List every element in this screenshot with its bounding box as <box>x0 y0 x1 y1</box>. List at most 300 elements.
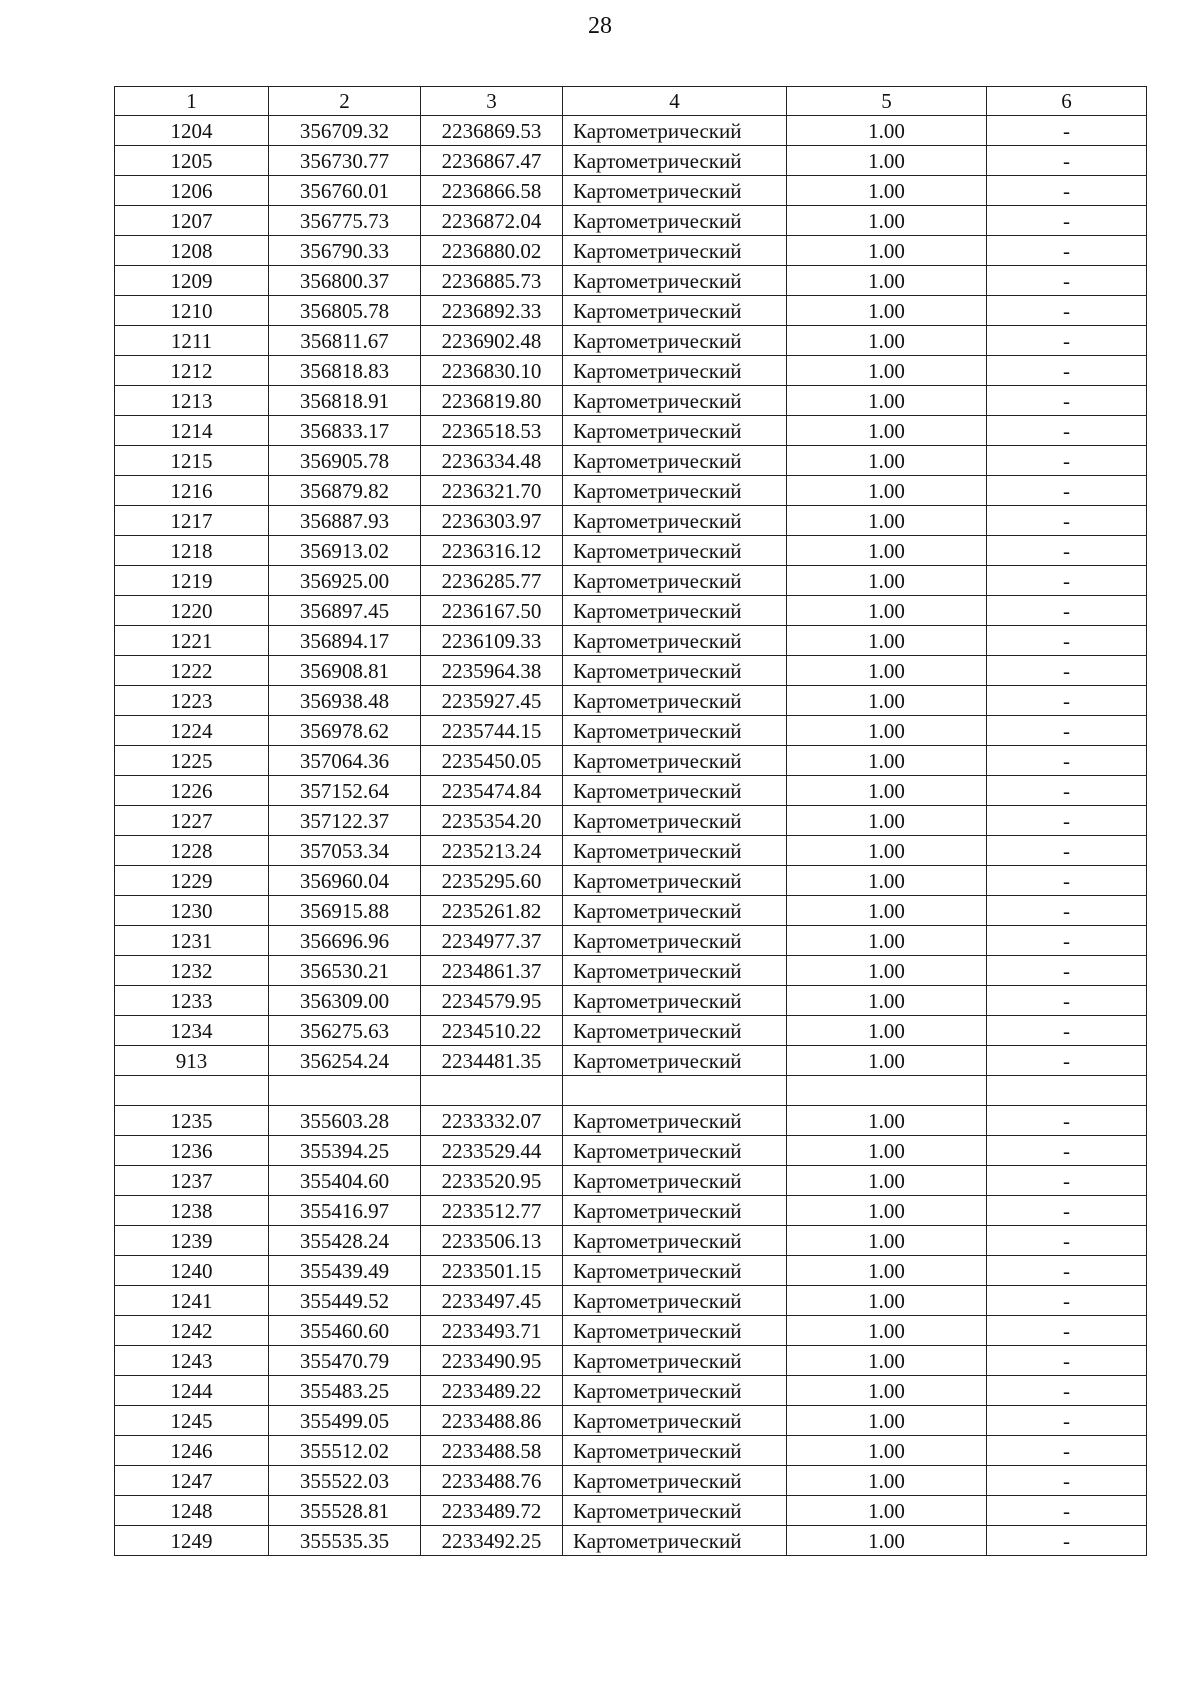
method-cell: Картометрический <box>563 1436 787 1466</box>
y-coordinate-cell: 2236285.77 <box>421 566 563 596</box>
point-number-cell: 1211 <box>115 326 269 356</box>
method-cell: Картометрический <box>563 596 787 626</box>
note-cell: - <box>987 1376 1147 1406</box>
table-row <box>115 656 1147 686</box>
point-number-cell: 1243 <box>115 1346 269 1376</box>
method-cell: Картометрический <box>563 1166 787 1196</box>
x-coordinate-cell: 356978.62 <box>269 716 421 746</box>
x-coordinate-cell: 356811.67 <box>269 326 421 356</box>
point-number-cell: 1245 <box>115 1406 269 1436</box>
table-row <box>115 1526 1147 1556</box>
y-coordinate-cell: 2234481.35 <box>421 1046 563 1076</box>
y-coordinate-cell: 2233529.44 <box>421 1136 563 1166</box>
x-coordinate-cell: 355439.49 <box>269 1256 421 1286</box>
note-cell: - <box>987 596 1147 626</box>
accuracy-cell: 1.00 <box>787 1436 987 1466</box>
method-cell: Картометрический <box>563 566 787 596</box>
accuracy-cell: 1.00 <box>787 806 987 836</box>
x-coordinate-cell: 355449.52 <box>269 1286 421 1316</box>
header-cell-4: 4 <box>563 87 787 116</box>
table-row <box>115 1016 1147 1046</box>
x-coordinate-cell: 355394.25 <box>269 1136 421 1166</box>
page-number: 28 <box>588 13 612 39</box>
point-number-cell <box>115 1076 269 1106</box>
accuracy-cell: 1.00 <box>787 716 987 746</box>
point-number-cell: 1221 <box>115 626 269 656</box>
method-cell <box>563 1076 787 1106</box>
note-cell: - <box>987 1256 1147 1286</box>
note-cell: - <box>987 1466 1147 1496</box>
note-cell: - <box>987 176 1147 206</box>
note-cell: - <box>987 326 1147 356</box>
x-coordinate-cell: 356913.02 <box>269 536 421 566</box>
accuracy-cell: 1.00 <box>787 446 987 476</box>
x-coordinate-cell: 355528.81 <box>269 1496 421 1526</box>
table-row <box>115 416 1147 446</box>
y-coordinate-cell: 2236109.33 <box>421 626 563 656</box>
method-cell: Картометрический <box>563 1526 787 1556</box>
method-cell: Картометрический <box>563 956 787 986</box>
table-row <box>115 1316 1147 1346</box>
table-row <box>115 1466 1147 1496</box>
y-coordinate-cell: 2236830.10 <box>421 356 563 386</box>
point-number-cell: 1223 <box>115 686 269 716</box>
y-coordinate-cell: 2233332.07 <box>421 1106 563 1136</box>
point-number-cell: 1246 <box>115 1436 269 1466</box>
header-cell-2: 2 <box>269 87 421 116</box>
point-number-cell: 1227 <box>115 806 269 836</box>
point-number-cell: 1213 <box>115 386 269 416</box>
note-cell: - <box>987 926 1147 956</box>
accuracy-cell: 1.00 <box>787 1496 987 1526</box>
y-coordinate-cell: 2233488.76 <box>421 1466 563 1496</box>
x-coordinate-cell: 356897.45 <box>269 596 421 626</box>
table-row <box>115 626 1147 656</box>
table-row <box>115 986 1147 1016</box>
y-coordinate-cell: 2234510.22 <box>421 1016 563 1046</box>
table-row <box>115 1256 1147 1286</box>
method-cell: Картометрический <box>563 386 787 416</box>
accuracy-cell: 1.00 <box>787 596 987 626</box>
point-number-cell: 1207 <box>115 206 269 236</box>
point-number-cell: 1204 <box>115 116 269 146</box>
method-cell: Картометрический <box>563 1196 787 1226</box>
x-coordinate-cell: 357053.34 <box>269 836 421 866</box>
point-number-cell: 1220 <box>115 596 269 626</box>
accuracy-cell: 1.00 <box>787 836 987 866</box>
x-coordinate-cell: 356760.01 <box>269 176 421 206</box>
table-header-row <box>115 87 1147 116</box>
table-row <box>115 536 1147 566</box>
point-number-cell: 1231 <box>115 926 269 956</box>
accuracy-cell: 1.00 <box>787 1136 987 1166</box>
x-coordinate-cell: 356696.96 <box>269 926 421 956</box>
y-coordinate-cell: 2234579.95 <box>421 986 563 1016</box>
y-coordinate-cell: 2233488.86 <box>421 1406 563 1436</box>
method-cell: Картометрический <box>563 926 787 956</box>
accuracy-cell: 1.00 <box>787 176 987 206</box>
accuracy-cell: 1.00 <box>787 626 987 656</box>
y-coordinate-cell: 2236867.47 <box>421 146 563 176</box>
method-cell: Картометрический <box>563 236 787 266</box>
point-number-cell: 1240 <box>115 1256 269 1286</box>
x-coordinate-cell: 356275.63 <box>269 1016 421 1046</box>
accuracy-cell: 1.00 <box>787 1466 987 1496</box>
method-cell: Картометрический <box>563 776 787 806</box>
method-cell: Картометрический <box>563 1286 787 1316</box>
note-cell: - <box>987 1526 1147 1556</box>
y-coordinate-cell: 2236880.02 <box>421 236 563 266</box>
x-coordinate-cell: 356800.37 <box>269 266 421 296</box>
accuracy-cell: 1.00 <box>787 326 987 356</box>
table-row <box>115 1286 1147 1316</box>
method-cell: Картометрический <box>563 476 787 506</box>
table-body <box>115 116 1147 1556</box>
point-number-cell: 1217 <box>115 506 269 536</box>
note-cell: - <box>987 1436 1147 1466</box>
accuracy-cell: 1.00 <box>787 956 987 986</box>
point-number-cell: 1229 <box>115 866 269 896</box>
x-coordinate-cell: 356309.00 <box>269 986 421 1016</box>
y-coordinate-cell: 2236167.50 <box>421 596 563 626</box>
x-coordinate-cell: 356730.77 <box>269 146 421 176</box>
method-cell: Картометрический <box>563 1406 787 1436</box>
y-coordinate-cell: 2234977.37 <box>421 926 563 956</box>
table-row <box>115 1136 1147 1166</box>
note-cell: - <box>987 356 1147 386</box>
x-coordinate-cell: 355470.79 <box>269 1346 421 1376</box>
table-row <box>115 716 1147 746</box>
point-number-cell: 1247 <box>115 1466 269 1496</box>
table-row <box>115 1076 1147 1106</box>
accuracy-cell: 1.00 <box>787 296 987 326</box>
accuracy-cell: 1.00 <box>787 1376 987 1406</box>
x-coordinate-cell: 356938.48 <box>269 686 421 716</box>
method-cell: Картометрический <box>563 446 787 476</box>
method-cell: Картометрический <box>563 746 787 776</box>
point-number-cell: 1226 <box>115 776 269 806</box>
y-coordinate-cell: 2235744.15 <box>421 716 563 746</box>
point-number-cell: 1238 <box>115 1196 269 1226</box>
method-cell: Картометрический <box>563 836 787 866</box>
accuracy-cell: 1.00 <box>787 506 987 536</box>
method-cell: Картометрический <box>563 176 787 206</box>
point-number-cell: 1233 <box>115 986 269 1016</box>
x-coordinate-cell: 355404.60 <box>269 1166 421 1196</box>
table-row <box>115 1376 1147 1406</box>
x-coordinate-cell: 355428.24 <box>269 1226 421 1256</box>
accuracy-cell: 1.00 <box>787 1526 987 1556</box>
method-cell: Картометрический <box>563 1046 787 1076</box>
point-number-cell: 1225 <box>115 746 269 776</box>
y-coordinate-cell: 2236892.33 <box>421 296 563 326</box>
method-cell: Картометрический <box>563 656 787 686</box>
x-coordinate-cell: 356790.33 <box>269 236 421 266</box>
x-coordinate-cell: 355499.05 <box>269 1406 421 1436</box>
note-cell: - <box>987 656 1147 686</box>
method-cell: Картометрический <box>563 1376 787 1406</box>
y-coordinate-cell: 2233520.95 <box>421 1166 563 1196</box>
point-number-cell: 1236 <box>115 1136 269 1166</box>
method-cell: Картометрический <box>563 896 787 926</box>
note-cell: - <box>987 1226 1147 1256</box>
y-coordinate-cell: 2236303.97 <box>421 506 563 536</box>
x-coordinate-cell: 356915.88 <box>269 896 421 926</box>
x-coordinate-cell: 356833.17 <box>269 416 421 446</box>
y-coordinate-cell: 2233489.22 <box>421 1376 563 1406</box>
note-cell: - <box>987 716 1147 746</box>
table-row <box>115 1406 1147 1436</box>
accuracy-cell: 1.00 <box>787 776 987 806</box>
note-cell: - <box>987 836 1147 866</box>
y-coordinate-cell: 2235354.20 <box>421 806 563 836</box>
y-coordinate-cell: 2236902.48 <box>421 326 563 356</box>
x-coordinate-cell: 356905.78 <box>269 446 421 476</box>
point-number-cell: 1230 <box>115 896 269 926</box>
method-cell: Картометрический <box>563 146 787 176</box>
y-coordinate-cell: 2235213.24 <box>421 836 563 866</box>
method-cell: Картометрический <box>563 1256 787 1286</box>
point-number-cell: 1218 <box>115 536 269 566</box>
accuracy-cell: 1.00 <box>787 1256 987 1286</box>
table-row <box>115 1196 1147 1226</box>
note-cell: - <box>987 626 1147 656</box>
note-cell: - <box>987 386 1147 416</box>
y-coordinate-cell: 2236819.80 <box>421 386 563 416</box>
note-cell: - <box>987 1496 1147 1526</box>
accuracy-cell <box>787 1076 987 1106</box>
x-coordinate-cell <box>269 1076 421 1106</box>
accuracy-cell: 1.00 <box>787 1406 987 1436</box>
note-cell <box>987 1076 1147 1106</box>
x-coordinate-cell: 356818.83 <box>269 356 421 386</box>
note-cell: - <box>987 1016 1147 1046</box>
table-row <box>115 116 1147 146</box>
method-cell: Картометрический <box>563 1136 787 1166</box>
table-row <box>115 896 1147 926</box>
method-cell: Картометрический <box>563 416 787 446</box>
table-row <box>115 596 1147 626</box>
note-cell: - <box>987 266 1147 296</box>
table-row <box>115 146 1147 176</box>
note-cell: - <box>987 986 1147 1016</box>
accuracy-cell: 1.00 <box>787 686 987 716</box>
table-row <box>115 476 1147 506</box>
note-cell: - <box>987 1286 1147 1316</box>
table-row <box>115 296 1147 326</box>
y-coordinate-cell: 2233488.58 <box>421 1436 563 1466</box>
table-row <box>115 1226 1147 1256</box>
method-cell: Картометрический <box>563 1496 787 1526</box>
table-row <box>115 1166 1147 1196</box>
point-number-cell: 1212 <box>115 356 269 386</box>
note-cell: - <box>987 776 1147 806</box>
y-coordinate-cell: 2233512.77 <box>421 1196 563 1226</box>
accuracy-cell: 1.00 <box>787 206 987 236</box>
note-cell: - <box>987 956 1147 986</box>
note-cell: - <box>987 1106 1147 1136</box>
x-coordinate-cell: 356925.00 <box>269 566 421 596</box>
y-coordinate-cell: 2233492.25 <box>421 1526 563 1556</box>
x-coordinate-cell: 355483.25 <box>269 1376 421 1406</box>
point-number-cell: 1205 <box>115 146 269 176</box>
y-coordinate-cell: 2235964.38 <box>421 656 563 686</box>
x-coordinate-cell: 355603.28 <box>269 1106 421 1136</box>
coordinates-table <box>114 86 1147 1556</box>
accuracy-cell: 1.00 <box>787 986 987 1016</box>
method-cell: Картометрический <box>563 356 787 386</box>
x-coordinate-cell: 355512.02 <box>269 1436 421 1466</box>
accuracy-cell: 1.00 <box>787 356 987 386</box>
point-number-cell: 1222 <box>115 656 269 686</box>
accuracy-cell: 1.00 <box>787 1196 987 1226</box>
point-number-cell: 1219 <box>115 566 269 596</box>
method-cell: Картометрический <box>563 866 787 896</box>
method-cell: Картометрический <box>563 626 787 656</box>
note-cell: - <box>987 116 1147 146</box>
point-number-cell: 1224 <box>115 716 269 746</box>
table-row <box>115 1046 1147 1076</box>
y-coordinate-cell: 2235927.45 <box>421 686 563 716</box>
method-cell: Картометрический <box>563 1466 787 1496</box>
x-coordinate-cell: 356960.04 <box>269 866 421 896</box>
accuracy-cell: 1.00 <box>787 1316 987 1346</box>
point-number-cell: 1216 <box>115 476 269 506</box>
x-coordinate-cell: 356775.73 <box>269 206 421 236</box>
table-row <box>115 566 1147 596</box>
accuracy-cell: 1.00 <box>787 146 987 176</box>
x-coordinate-cell: 357064.36 <box>269 746 421 776</box>
point-number-cell: 1208 <box>115 236 269 266</box>
table-row <box>115 956 1147 986</box>
y-coordinate-cell: 2233506.13 <box>421 1226 563 1256</box>
accuracy-cell: 1.00 <box>787 116 987 146</box>
y-coordinate-cell: 2233489.72 <box>421 1496 563 1526</box>
y-coordinate-cell: 2236518.53 <box>421 416 563 446</box>
y-coordinate-cell: 2235450.05 <box>421 746 563 776</box>
y-coordinate-cell: 2235261.82 <box>421 896 563 926</box>
table-row <box>115 776 1147 806</box>
x-coordinate-cell: 355416.97 <box>269 1196 421 1226</box>
method-cell: Картометрический <box>563 986 787 1016</box>
table-row <box>115 176 1147 206</box>
method-cell: Картометрический <box>563 1316 787 1346</box>
accuracy-cell: 1.00 <box>787 536 987 566</box>
point-number-cell: 1228 <box>115 836 269 866</box>
note-cell: - <box>987 1406 1147 1436</box>
note-cell: - <box>987 236 1147 266</box>
method-cell: Картометрический <box>563 1016 787 1046</box>
accuracy-cell: 1.00 <box>787 236 987 266</box>
accuracy-cell: 1.00 <box>787 1346 987 1376</box>
point-number-cell: 1242 <box>115 1316 269 1346</box>
table-row <box>115 446 1147 476</box>
x-coordinate-cell: 355460.60 <box>269 1316 421 1346</box>
point-number-cell: 1249 <box>115 1526 269 1556</box>
note-cell: - <box>987 566 1147 596</box>
point-number-cell: 913 <box>115 1046 269 1076</box>
y-coordinate-cell: 2236885.73 <box>421 266 563 296</box>
header-cell-3: 3 <box>421 87 563 116</box>
table-row <box>115 806 1147 836</box>
point-number-cell: 1234 <box>115 1016 269 1046</box>
note-cell: - <box>987 746 1147 776</box>
note-cell: - <box>987 806 1147 836</box>
x-coordinate-cell: 356887.93 <box>269 506 421 536</box>
point-number-cell: 1206 <box>115 176 269 206</box>
note-cell: - <box>987 146 1147 176</box>
point-number-cell: 1241 <box>115 1286 269 1316</box>
x-coordinate-cell: 356530.21 <box>269 956 421 986</box>
table-row <box>115 1106 1147 1136</box>
note-cell: - <box>987 446 1147 476</box>
table-row <box>115 236 1147 266</box>
note-cell: - <box>987 686 1147 716</box>
note-cell: - <box>987 536 1147 566</box>
point-number-cell: 1215 <box>115 446 269 476</box>
y-coordinate-cell: 2236316.12 <box>421 536 563 566</box>
table-row <box>115 866 1147 896</box>
accuracy-cell: 1.00 <box>787 566 987 596</box>
note-cell: - <box>987 1136 1147 1166</box>
y-coordinate-cell: 2235295.60 <box>421 866 563 896</box>
point-number-cell: 1248 <box>115 1496 269 1526</box>
x-coordinate-cell: 356254.24 <box>269 1046 421 1076</box>
y-coordinate-cell: 2233497.45 <box>421 1286 563 1316</box>
y-coordinate-cell: 2233490.95 <box>421 1346 563 1376</box>
y-coordinate-cell: 2235474.84 <box>421 776 563 806</box>
accuracy-cell: 1.00 <box>787 266 987 296</box>
x-coordinate-cell: 356894.17 <box>269 626 421 656</box>
x-coordinate-cell: 356709.32 <box>269 116 421 146</box>
x-coordinate-cell: 355535.35 <box>269 1526 421 1556</box>
table-row <box>115 1346 1147 1376</box>
note-cell: - <box>987 1346 1147 1376</box>
table-row <box>115 506 1147 536</box>
table-row <box>115 326 1147 356</box>
method-cell: Картометрический <box>563 266 787 296</box>
note-cell: - <box>987 296 1147 326</box>
table-row <box>115 206 1147 236</box>
note-cell: - <box>987 896 1147 926</box>
method-cell: Картометрический <box>563 686 787 716</box>
point-number-cell: 1244 <box>115 1376 269 1406</box>
y-coordinate-cell: 2236866.58 <box>421 176 563 206</box>
table-row <box>115 1496 1147 1526</box>
note-cell: - <box>987 1196 1147 1226</box>
table-row <box>115 386 1147 416</box>
point-number-cell: 1235 <box>115 1106 269 1136</box>
method-cell: Картометрический <box>563 506 787 536</box>
method-cell: Картометрический <box>563 1106 787 1136</box>
accuracy-cell: 1.00 <box>787 1046 987 1076</box>
table-row <box>115 746 1147 776</box>
accuracy-cell: 1.00 <box>787 1226 987 1256</box>
y-coordinate-cell: 2236334.48 <box>421 446 563 476</box>
table-row <box>115 1436 1147 1466</box>
method-cell: Картометрический <box>563 296 787 326</box>
header-cell-5: 5 <box>787 87 987 116</box>
method-cell: Картометрический <box>563 1226 787 1256</box>
note-cell: - <box>987 1046 1147 1076</box>
accuracy-cell: 1.00 <box>787 1106 987 1136</box>
accuracy-cell: 1.00 <box>787 386 987 416</box>
accuracy-cell: 1.00 <box>787 1016 987 1046</box>
table-row <box>115 836 1147 866</box>
table-row <box>115 926 1147 956</box>
table-row <box>115 686 1147 716</box>
accuracy-cell: 1.00 <box>787 656 987 686</box>
